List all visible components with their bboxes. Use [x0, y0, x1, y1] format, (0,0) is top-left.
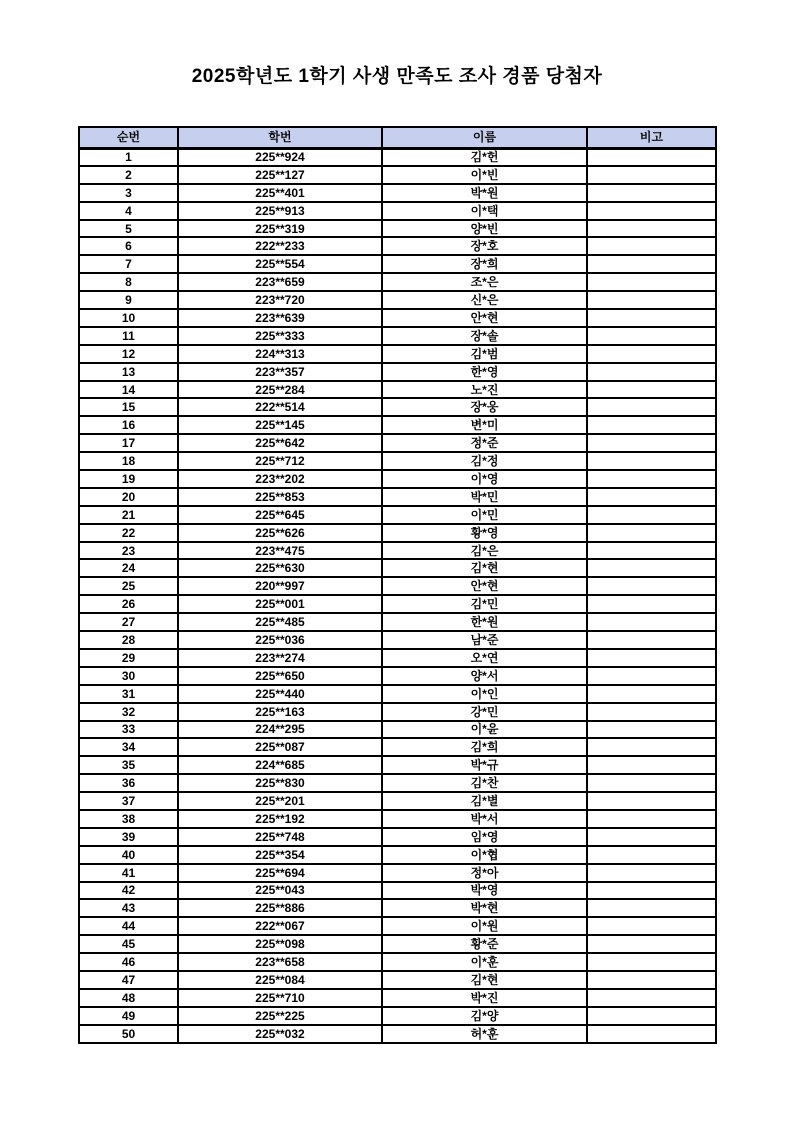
cell-rank: 42 [79, 882, 178, 900]
cell-note [587, 542, 716, 560]
cell-student-id: 222**514 [178, 398, 382, 416]
cell-name: 김*헌 [382, 148, 587, 166]
table-row [79, 703, 716, 721]
cell-rank: 10 [79, 309, 178, 327]
cell-rank: 14 [79, 381, 178, 399]
cell-rank: 32 [79, 703, 178, 721]
cell-student-id: 225**913 [178, 202, 382, 220]
cell-student-id: 225**554 [178, 255, 382, 273]
cell-name: 김*은 [382, 542, 587, 560]
table-row [79, 953, 716, 971]
cell-student-id: 225**036 [178, 631, 382, 649]
cell-name: 김*현 [382, 971, 587, 989]
table-row [79, 917, 716, 935]
cell-note [587, 255, 716, 273]
cell-note [587, 685, 716, 703]
table-row [79, 506, 716, 524]
cell-name: 변*미 [382, 416, 587, 434]
cell-name: 장*솔 [382, 327, 587, 345]
cell-rank: 29 [79, 649, 178, 667]
cell-note [587, 667, 716, 685]
cell-rank: 24 [79, 559, 178, 577]
cell-note [587, 166, 716, 184]
cell-name: 조*은 [382, 273, 587, 291]
cell-student-id: 223**639 [178, 309, 382, 327]
cell-student-id: 225**127 [178, 166, 382, 184]
cell-student-id: 225**145 [178, 416, 382, 434]
table-row [79, 345, 716, 363]
cell-note [587, 488, 716, 506]
cell-name: 장*희 [382, 255, 587, 273]
cell-rank: 2 [79, 166, 178, 184]
cell-name: 허*훈 [382, 1025, 587, 1043]
cell-rank: 40 [79, 846, 178, 864]
cell-student-id: 225**853 [178, 488, 382, 506]
table-row [79, 792, 716, 810]
cell-note [587, 363, 716, 381]
table-row [79, 649, 716, 667]
cell-note [587, 953, 716, 971]
cell-note [587, 971, 716, 989]
table-row [79, 255, 716, 273]
table-row [79, 398, 716, 416]
cell-rank: 9 [79, 291, 178, 309]
cell-note [587, 416, 716, 434]
cell-name: 이*인 [382, 685, 587, 703]
cell-rank: 1 [79, 148, 178, 166]
cell-rank: 21 [79, 506, 178, 524]
cell-rank: 26 [79, 595, 178, 613]
table-row [79, 381, 716, 399]
cell-name: 양*빈 [382, 220, 587, 238]
cell-student-id: 225**830 [178, 774, 382, 792]
cell-rank: 18 [79, 452, 178, 470]
cell-rank: 30 [79, 667, 178, 685]
cell-student-id: 225**645 [178, 506, 382, 524]
cell-name: 이*택 [382, 202, 587, 220]
table-row [79, 309, 716, 327]
cell-name: 김*양 [382, 1007, 587, 1025]
table-row [79, 738, 716, 756]
cell-name: 김*찬 [382, 774, 587, 792]
table-row [79, 488, 716, 506]
table-row [79, 559, 716, 577]
table-row [79, 631, 716, 649]
page-title: 2025학년도 1학기 사생 만족도 조사 경품 당첨자 [191, 66, 603, 87]
cell-student-id: 223**274 [178, 649, 382, 667]
header-row [79, 127, 716, 148]
table-row [79, 524, 716, 542]
cell-name: 한*영 [382, 363, 587, 381]
cell-name: 박*규 [382, 756, 587, 774]
table-row [79, 327, 716, 345]
table-row [79, 971, 716, 989]
column-header-note: 비고 [587, 127, 716, 148]
cell-student-id: 223**659 [178, 273, 382, 291]
cell-student-id: 225**087 [178, 738, 382, 756]
cell-note [587, 470, 716, 488]
cell-rank: 22 [79, 524, 178, 542]
cell-student-id: 225**440 [178, 685, 382, 703]
table-row [79, 935, 716, 953]
cell-rank: 28 [79, 631, 178, 649]
cell-note [587, 327, 716, 345]
cell-rank: 35 [79, 756, 178, 774]
table-row [79, 864, 716, 882]
table-row [79, 148, 716, 166]
table-row [79, 685, 716, 703]
cell-student-id: 225**626 [178, 524, 382, 542]
cell-rank: 3 [79, 184, 178, 202]
table-row [79, 184, 716, 202]
cell-student-id: 225**694 [178, 864, 382, 882]
cell-rank: 39 [79, 828, 178, 846]
cell-note [587, 828, 716, 846]
cell-name: 박*서 [382, 810, 587, 828]
cell-note [587, 864, 716, 882]
cell-name: 황*영 [382, 524, 587, 542]
cell-note [587, 309, 716, 327]
cell-name: 이*민 [382, 506, 587, 524]
table-row [79, 166, 716, 184]
cell-note [587, 291, 716, 309]
table-header [79, 127, 716, 148]
table-row [79, 542, 716, 560]
cell-rank: 49 [79, 1007, 178, 1025]
cell-student-id: 223**202 [178, 470, 382, 488]
cell-student-id: 225**642 [178, 434, 382, 452]
cell-name: 정*준 [382, 434, 587, 452]
table-row [79, 595, 716, 613]
cell-student-id: 225**225 [178, 1007, 382, 1025]
table-row [79, 828, 716, 846]
cell-note [587, 756, 716, 774]
cell-rank: 37 [79, 792, 178, 810]
cell-note [587, 810, 716, 828]
cell-note [587, 774, 716, 792]
cell-name: 안*현 [382, 577, 587, 595]
cell-name: 정*아 [382, 864, 587, 882]
cell-rank: 19 [79, 470, 178, 488]
cell-name: 이*훈 [382, 953, 587, 971]
cell-student-id: 224**295 [178, 721, 382, 739]
cell-rank: 47 [79, 971, 178, 989]
cell-rank: 23 [79, 542, 178, 560]
cell-student-id: 225**032 [178, 1025, 382, 1043]
cell-note [587, 738, 716, 756]
cell-note [587, 595, 716, 613]
column-header-name: 이름 [382, 127, 587, 148]
cell-rank: 45 [79, 935, 178, 953]
table-row [79, 899, 716, 917]
cell-rank: 16 [79, 416, 178, 434]
cell-note [587, 184, 716, 202]
cell-student-id: 225**201 [178, 792, 382, 810]
cell-note [587, 559, 716, 577]
cell-student-id: 225**043 [178, 882, 382, 900]
cell-name: 남*준 [382, 631, 587, 649]
cell-note [587, 506, 716, 524]
cell-name: 황*준 [382, 935, 587, 953]
cell-rank: 36 [79, 774, 178, 792]
cell-rank: 20 [79, 488, 178, 506]
table-row [79, 202, 716, 220]
table-row [79, 846, 716, 864]
table-row [79, 416, 716, 434]
table-row [79, 577, 716, 595]
cell-name: 장*웅 [382, 398, 587, 416]
cell-note [587, 345, 716, 363]
cell-rank: 6 [79, 237, 178, 255]
cell-note [587, 577, 716, 595]
table-row [79, 882, 716, 900]
column-header-student-id: 학번 [178, 127, 382, 148]
table-row [79, 721, 716, 739]
cell-note [587, 613, 716, 631]
cell-name: 안*현 [382, 309, 587, 327]
cell-rank: 4 [79, 202, 178, 220]
table-row [79, 220, 716, 238]
cell-rank: 46 [79, 953, 178, 971]
cell-rank: 41 [79, 864, 178, 882]
cell-rank: 5 [79, 220, 178, 238]
cell-name: 김*정 [382, 452, 587, 470]
cell-note [587, 381, 716, 399]
cell-note [587, 1025, 716, 1043]
cell-student-id: 224**313 [178, 345, 382, 363]
cell-rank: 43 [79, 899, 178, 917]
cell-note [587, 721, 716, 739]
cell-student-id: 225**084 [178, 971, 382, 989]
cell-note [587, 148, 716, 166]
cell-name: 노*진 [382, 381, 587, 399]
cell-note [587, 524, 716, 542]
cell-note [587, 917, 716, 935]
table-row [79, 667, 716, 685]
cell-rank: 13 [79, 363, 178, 381]
cell-student-id: 225**630 [178, 559, 382, 577]
cell-student-id: 224**685 [178, 756, 382, 774]
table-row [79, 989, 716, 1007]
cell-student-id: 220**997 [178, 577, 382, 595]
cell-rank: 8 [79, 273, 178, 291]
cell-note [587, 989, 716, 1007]
cell-student-id: 223**475 [178, 542, 382, 560]
cell-note [587, 649, 716, 667]
table-row [79, 452, 716, 470]
cell-rank: 34 [79, 738, 178, 756]
table-row [79, 291, 716, 309]
cell-student-id: 225**485 [178, 613, 382, 631]
cell-name: 박*영 [382, 882, 587, 900]
cell-student-id: 225**401 [178, 184, 382, 202]
cell-note [587, 434, 716, 452]
cell-note [587, 237, 716, 255]
table-row [79, 237, 716, 255]
column-header-rank: 순번 [79, 127, 178, 148]
cell-rank: 44 [79, 917, 178, 935]
cell-name: 한*원 [382, 613, 587, 631]
table-row [79, 363, 716, 381]
table-body [79, 148, 716, 1043]
cell-name: 김*범 [382, 345, 587, 363]
cell-name: 박*민 [382, 488, 587, 506]
cell-rank: 7 [79, 255, 178, 273]
cell-student-id: 225**192 [178, 810, 382, 828]
cell-name: 이*원 [382, 917, 587, 935]
cell-name: 신*은 [382, 291, 587, 309]
cell-name: 김*별 [382, 792, 587, 810]
cell-student-id: 225**284 [178, 381, 382, 399]
cell-name: 오*연 [382, 649, 587, 667]
cell-name: 김*현 [382, 559, 587, 577]
cell-name: 이*윤 [382, 721, 587, 739]
cell-name: 박*원 [382, 184, 587, 202]
cell-student-id: 222**067 [178, 917, 382, 935]
table-row [79, 1007, 716, 1025]
cell-student-id: 225**333 [178, 327, 382, 345]
cell-note [587, 899, 716, 917]
cell-name: 임*영 [382, 828, 587, 846]
cell-name: 김*희 [382, 738, 587, 756]
table-row [79, 434, 716, 452]
table-row [79, 756, 716, 774]
cell-note [587, 846, 716, 864]
cell-name: 박*현 [382, 899, 587, 917]
cell-note [587, 792, 716, 810]
table-row [79, 810, 716, 828]
cell-student-id: 222**233 [178, 237, 382, 255]
cell-note [587, 202, 716, 220]
table-row [79, 774, 716, 792]
cell-rank: 17 [79, 434, 178, 452]
cell-student-id: 225**710 [178, 989, 382, 1007]
cell-name: 강*민 [382, 703, 587, 721]
cell-student-id: 225**924 [178, 148, 382, 166]
cell-note [587, 935, 716, 953]
cell-student-id: 225**748 [178, 828, 382, 846]
table-row [79, 1025, 716, 1043]
cell-name: 장*호 [382, 237, 587, 255]
cell-note [587, 398, 716, 416]
cell-student-id: 223**658 [178, 953, 382, 971]
cell-rank: 11 [79, 327, 178, 345]
cell-name: 이*영 [382, 470, 587, 488]
table-row [79, 613, 716, 631]
cell-student-id: 223**720 [178, 291, 382, 309]
cell-student-id: 225**354 [178, 846, 382, 864]
cell-name: 이*협 [382, 846, 587, 864]
cell-rank: 12 [79, 345, 178, 363]
cell-rank: 27 [79, 613, 178, 631]
cell-note [587, 273, 716, 291]
cell-rank: 15 [79, 398, 178, 416]
cell-rank: 50 [79, 1025, 178, 1043]
table-row [79, 273, 716, 291]
cell-rank: 31 [79, 685, 178, 703]
cell-rank: 48 [79, 989, 178, 1007]
cell-name: 이*빈 [382, 166, 587, 184]
cell-student-id: 225**319 [178, 220, 382, 238]
cell-student-id: 223**357 [178, 363, 382, 381]
cell-name: 박*진 [382, 989, 587, 1007]
cell-student-id: 225**712 [178, 452, 382, 470]
cell-student-id: 225**163 [178, 703, 382, 721]
cell-note [587, 1007, 716, 1025]
cell-note [587, 882, 716, 900]
cell-student-id: 225**650 [178, 667, 382, 685]
cell-rank: 25 [79, 577, 178, 595]
cell-note [587, 631, 716, 649]
cell-student-id: 225**886 [178, 899, 382, 917]
cell-student-id: 225**001 [178, 595, 382, 613]
cell-note [587, 703, 716, 721]
winners-table [78, 126, 717, 1044]
table-row [79, 470, 716, 488]
cell-name: 양*서 [382, 667, 587, 685]
cell-student-id: 225**098 [178, 935, 382, 953]
cell-rank: 38 [79, 810, 178, 828]
cell-note [587, 220, 716, 238]
cell-name: 김*민 [382, 595, 587, 613]
cell-rank: 33 [79, 721, 178, 739]
cell-note [587, 452, 716, 470]
